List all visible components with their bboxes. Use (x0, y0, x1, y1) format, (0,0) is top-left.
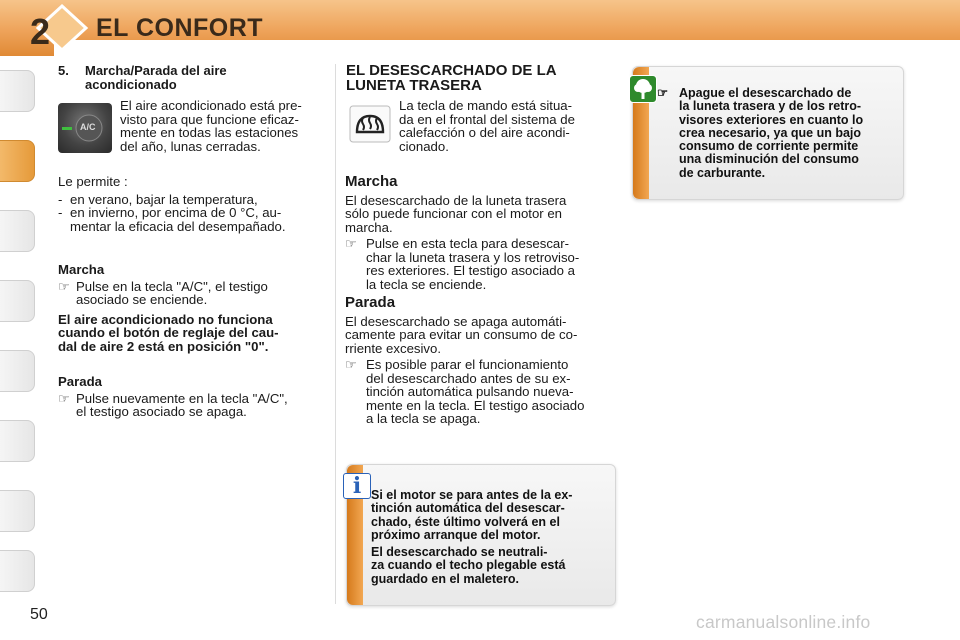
column-divider (335, 64, 336, 604)
ac-marcha-block (58, 263, 326, 353)
dash-marker: - (58, 205, 63, 220)
defrost-marcha-step-line: la tecla se enciende. (366, 276, 487, 292)
dash-marker: - (58, 191, 63, 207)
defrost-marcha-step-line: res exteriores. El testigo asociado a (366, 263, 575, 278)
chapter-tab-5[interactable] (0, 350, 35, 392)
ac-intro-line: del año, lunas cerradas. (120, 138, 261, 154)
permite-item-winter (58, 206, 326, 233)
chapter-number: 2 (29, 11, 51, 52)
defrost-marcha-step (345, 237, 615, 291)
permite-item-line: en invierno, por encima de 0 °C, au- (70, 205, 282, 220)
info-note-text (371, 489, 609, 586)
ac-intro (120, 99, 326, 153)
eco-tip-line: una disminución del consumo (679, 152, 859, 167)
permite-item-summer (58, 193, 326, 207)
info-icon: i (343, 473, 371, 499)
ac-warning-line: cuando el botón de reglaje del cau- (58, 325, 279, 340)
info-note-line: El desescarchado se neutrali- (371, 545, 548, 560)
pointing-hand-icon: ☞ (657, 86, 669, 100)
item-title-line2: acondicionado (85, 76, 177, 92)
chapter-tab-2-active[interactable] (0, 140, 35, 182)
item-heading (58, 64, 328, 91)
defrost-parada-line: El desescarchado se apaga automáti- (345, 313, 567, 329)
eco-tip-line: la luneta trasera y de los retro- (679, 99, 862, 114)
ac-button-label: A/C (80, 122, 96, 132)
pointing-hand-icon: ☞ (345, 357, 357, 372)
eco-tip-step (657, 87, 897, 180)
defrost-title-line1: EL DESESCARCHADO DE LA (346, 62, 557, 79)
defrost-parada-line: camente para evitar un consumo de co- (345, 327, 578, 342)
chapter-tab-8[interactable] (0, 550, 35, 592)
page-header (0, 0, 960, 56)
ac-marcha-step-line: asociado se enciende. (76, 292, 208, 307)
ac-marcha-step-line: Pulse en la tecla "A/C", el testigo (76, 278, 268, 294)
chapter-tabs (0, 60, 40, 580)
eco-tip-line: de carburante. (679, 165, 766, 180)
defrost-parada-step-line: Es posible parar el funcionamiento (366, 357, 569, 372)
chapter-tab-1[interactable] (0, 70, 35, 112)
pointing-hand-icon: ☞ (345, 236, 357, 251)
defrost-parada-text (345, 315, 615, 356)
defrost-parada-step-line: del desescarchado antes de su ex- (366, 370, 571, 386)
info-note-line: Si el motor se para antes de la ex- (371, 488, 573, 502)
watermark: carmanualsonline.info (696, 612, 871, 632)
defrost-intro-line: da en el frontal del sistema de (399, 111, 575, 127)
defrost-marcha-step-line: Pulse en esta tecla para desescar- (366, 236, 570, 251)
defrost-title (346, 63, 616, 93)
defrost-parada-heading: Parada (345, 294, 396, 311)
ac-intro-line: El aire acondicionado está pre- (120, 98, 302, 113)
defrost-parada-step-line: tinción automática pulsando nueva- (366, 384, 574, 399)
info-note-line: za cuando el techo plegable está (371, 558, 566, 573)
ac-warning (58, 313, 326, 354)
permite-item-line: mentar la eficacia del desempañado. (70, 218, 286, 234)
defrost-marcha-line: El desescarchado de la luneta trasera (345, 192, 567, 208)
rear-defrost-icon (348, 102, 392, 146)
ac-intro-line: mente en todas las estaciones (120, 125, 299, 140)
ac-parada-step-line: Pulse nuevamente en la tecla "A/C", (76, 390, 288, 406)
ac-intro-line: visto para que funcione eficaz- (120, 111, 299, 127)
defrost-marcha-block (345, 175, 615, 291)
eco-tip-line: consumo de corriente permite (679, 139, 859, 154)
defrost-parada-step-line: a la tecla se apaga. (366, 411, 481, 426)
defrost-marcha-heading: Marcha (345, 173, 398, 190)
ac-warning-line: El aire acondicionado no funciona (58, 311, 273, 327)
defrost-parada-block (345, 296, 615, 426)
info-note-line: guardado en el maletero. (371, 571, 519, 586)
eco-tip-box (632, 66, 904, 200)
eco-tip-line: Apague el desescarchado de (679, 86, 852, 100)
defrost-marcha-line: marcha. (345, 219, 393, 235)
permite-item-line: en verano, bajar la temperatura, (70, 191, 258, 207)
ac-marcha-heading: Marcha (58, 262, 105, 277)
defrost-intro-line: cionado. (399, 138, 449, 154)
info-note-line: chado, éste último volverá en el (371, 514, 560, 529)
left-column (58, 64, 328, 91)
ac-permite-block (58, 175, 326, 233)
chapter-tab-6[interactable] (0, 420, 35, 462)
defrost-marcha-line: sólo puede funcionar con el motor en (345, 206, 563, 221)
defrost-marcha-step-line: char la luneta trasera y los retroviso- (366, 249, 580, 265)
defrost-intro-line: calefacción o del aire acondi- (399, 125, 570, 140)
ac-parada-heading: Parada (58, 374, 102, 389)
defrost-parada-step-line: mente en la tecla. El testigo asociado (366, 397, 585, 413)
info-note-line: próximo arranque del motor. (371, 527, 541, 542)
info-note-box (346, 464, 616, 606)
page-number: 50 (30, 606, 48, 623)
ac-parada-block (58, 375, 330, 419)
ac-marcha-step (58, 280, 326, 307)
chapter-tab-7[interactable] (0, 490, 35, 532)
pointing-hand-icon: ☞ (58, 278, 70, 294)
eco-tip-line: visores exteriores en cuanto lo (679, 112, 864, 127)
item-number: 5. (58, 63, 69, 78)
ac-parada-step-line: el testigo asociado se apaga. (76, 404, 247, 419)
chapter-title: EL CONFORT (96, 14, 264, 42)
permite-text: Le permite : (58, 174, 128, 189)
item-title-line1: Marcha/Parada del aire (85, 63, 227, 78)
chapter-tab-4[interactable] (0, 280, 35, 322)
defrost-title-line2: LUNETA TRASERA (346, 77, 482, 94)
defrost-intro (399, 99, 615, 153)
chapter-tab-3[interactable] (0, 210, 35, 252)
eco-tip-text (657, 87, 897, 180)
defrost-parada-step (345, 358, 615, 426)
info-note-line: tinción automática del desescar- (371, 501, 565, 516)
ac-button-icon (58, 103, 112, 153)
defrost-intro-line: La tecla de mando está situa- (399, 98, 573, 113)
eco-tree-icon (629, 75, 657, 103)
defrost-parada-line: rriente excesivo. (345, 340, 442, 356)
eco-tip-line: crea necesario, ya que un bajo (679, 125, 862, 140)
ac-warning-line: dal de aire 2 está en posición "0". (58, 338, 269, 354)
defrost-marcha-text (345, 194, 615, 235)
ac-parada-step (58, 392, 330, 419)
pointing-hand-icon: ☞ (58, 390, 70, 406)
